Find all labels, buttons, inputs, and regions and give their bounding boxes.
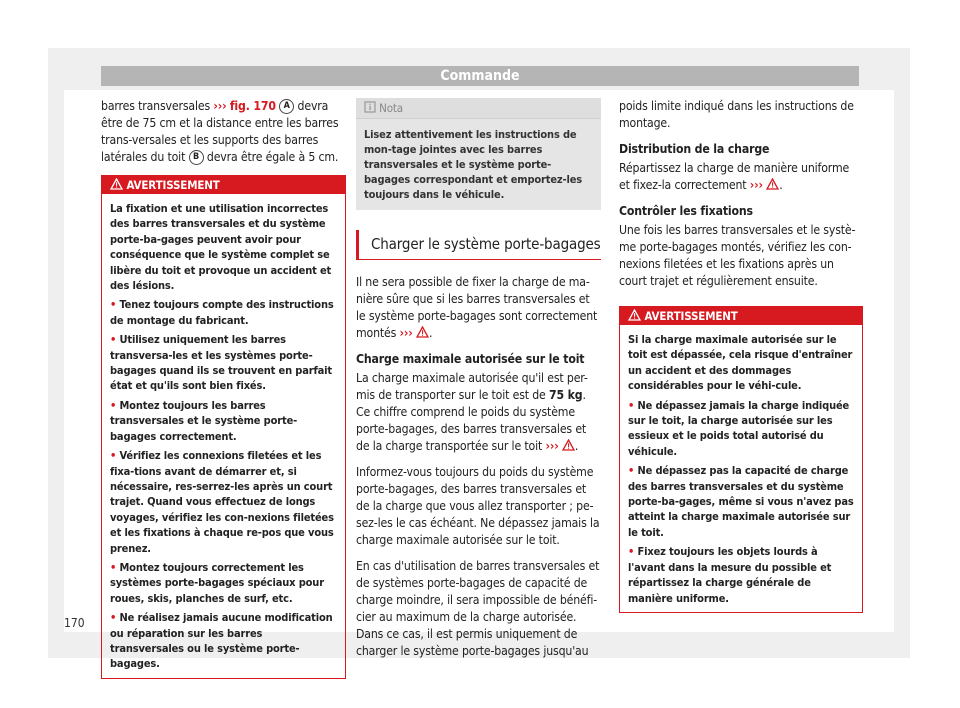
warning-triangle-icon[interactable] (562, 439, 575, 451)
paragraph-limit: poids limite indiqué dans les instructions de montage. (619, 99, 854, 130)
figure-link[interactable]: fig. 170 (229, 99, 276, 113)
subheading-distribution: Distribution de la charge (619, 142, 770, 156)
paragraph-distribution: Répartissez la charge de manière uniforme et fixez-la correctement ››› . (619, 161, 850, 192)
paragraph-crossbar-distance: barres transversales ››› fig. 170 A devra être de 75 cm et la distance entre les barres trans-versales et les supports des barres latérales du toit B devra être égale à 5 cm. (101, 99, 339, 164)
reference-arrow[interactable]: ››› (213, 99, 227, 113)
warning-item: • Fixez toujours les objets lourds à l'avant dans la mesure du possible et répartissez la charge générale de manière uniforme. (628, 545, 832, 605)
note-icon (364, 101, 376, 113)
warning-title: AVERTISSEMENT (644, 309, 738, 323)
warning-triangle-icon[interactable] (416, 326, 429, 338)
warning-header (102, 176, 345, 194)
paragraph-max-load: La charge maximale autorisée qu'il est per-mis de transporter sur le toit est de 75 kg. Ce chiffre comprend le poids du système porte-bagages, des barres transversales et de la charge transportée sur le toit ››› . (356, 371, 588, 453)
paragraph-check-fixings: Une fois les barres transversales et le systè-me porte-bagages montés, vérifiez les con-nexions filetées et les fixations après un court trajet et régulièrement ensuite. (619, 223, 856, 288)
paragraph-weigh: Informez-vous toujours du poids du système porte-bagages, des barres transversales et de la charge que vous allez transporter ; pe-sez-les le cas échéant. Ne dépassez jamais la charge maximale autorisée sur le toit. (356, 465, 600, 547)
warning-title: AVERTISSEMENT (126, 178, 220, 192)
note-box (356, 98, 601, 210)
marker-b: B (189, 150, 204, 165)
warning-box (619, 306, 863, 613)
warning-item: • Utilisez uniquement les barres transversa-les et les systèmes porte-bagages quand ils se trouvent en parfait état et qu'ils sont bien fixés. (110, 333, 332, 393)
warning-intro: Si la charge maximale autorisée sur le toit est dépassée, cela risque d'entraîner un accident et des dommages considérables pour le véhi-cule. (628, 333, 853, 393)
warning-box (101, 175, 346, 679)
page-number: 170 (64, 616, 85, 630)
marker-a: A (279, 99, 294, 114)
reference-arrow[interactable]: ››› (399, 326, 413, 340)
note-header (356, 98, 601, 119)
warning-item: • Tenez toujours compte des instructions de montage du fabricant. (110, 298, 334, 327)
paragraph-intro: Il ne sera possible de fixer la charge de ma-nière sûre que si les barres transversales et le système porte-bagages sont correctement montés ››› . (356, 275, 598, 340)
warning-body (620, 325, 862, 612)
warning-intro: La fixation et une utilisation incorrectes des barres transversales et du système porte-ba-gages peuvent avoir pour conséquence que le système complet se libère du toit et provoque un accident et des lésions. (110, 202, 332, 293)
warning-triangle-icon[interactable] (766, 178, 779, 190)
reference-arrow[interactable]: ››› (545, 439, 559, 453)
note-title: Nota (379, 101, 404, 115)
page-header: Commande (101, 66, 859, 86)
subheading-max-load: Charge maximale autorisée sur le toit (356, 352, 585, 366)
warning-item: • Montez toujours correctement les systèmes porte-bagages spéciaux pour roues, skis, planches de surf, etc. (110, 560, 324, 605)
paragraph-capacity: En cas d'utilisation de barres transversales et de systèmes porte-bagages de capacité de charge moindre, il sera impossible de bénéfi-cier au maximum de la charge autorisée. Dans ce cas, il est permis uniquement de charger le système porte-bagages jusqu'au (356, 559, 600, 658)
section-title: Charger le système porte-bagages (356, 230, 601, 260)
warning-item: • Ne réalisez jamais aucune modification ou réparation sur les barres transversales ou le système porte-bagages. (110, 611, 333, 671)
warning-item: • Montez toujours les barres transversales et le système porte-bagages correctement. (110, 398, 298, 443)
column-left (101, 98, 346, 679)
warning-header (620, 307, 862, 325)
note-body: Lisez attentivement les instructions de mon-tage jointes avec les barres transversales et le système porte-bagages correspondant et emportez-les toujours dans le véhicule. (364, 128, 583, 201)
warning-triangle-icon (628, 309, 641, 321)
reference-arrow[interactable]: ››› (749, 178, 763, 192)
warning-item: • Vérifiez les connexions filetées et les fixa-tions avant de démarrer et, si nécessaire, res-serrez-les après un court trajet. Quand vous effectuez de longs voyages, vérifiez les con-nexions filetées et les fixations à chaque re-pos que vous prenez. (110, 449, 334, 555)
max-load-value: 75 kg (549, 388, 583, 402)
warning-item: • Ne dépassez pas la capacité de charge des barres transversales et du système porte-ba-gages, même si vous n'avez pas atteint la charge maximale autorisée sur le toit. (628, 464, 854, 539)
subheading-check-fixings: Contrôler les fixations (619, 204, 753, 218)
page-content (64, 90, 894, 671)
column-middle (356, 98, 601, 669)
column-right (619, 98, 863, 613)
warning-item: • Ne dépassez jamais la charge indiquée sur le toit, la charge autorisée sur les essieux et le poids total autorisé du véhicule. (628, 398, 850, 458)
warning-triangle-icon (110, 178, 123, 190)
warning-body (102, 194, 345, 678)
